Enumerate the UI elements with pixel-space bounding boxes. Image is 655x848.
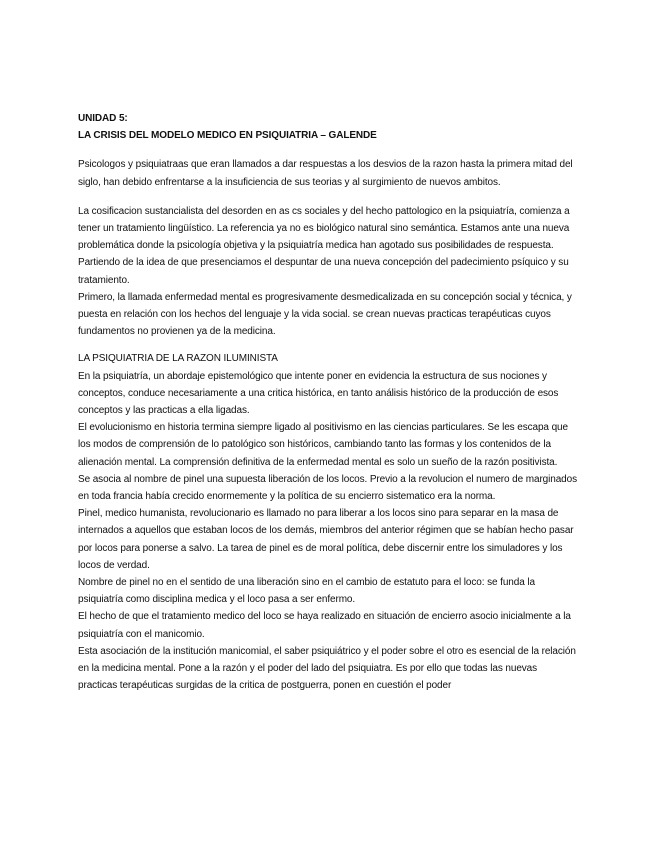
section-title: LA PSIQUIATRIA DE LA RAZON ILUMINISTA	[78, 353, 278, 365]
unit-heading: UNIDAD 5:	[78, 113, 128, 124]
document-title: LA CRISIS DEL MODELO MEDICO EN PSIQUIATRIA – GALENDE	[78, 130, 377, 142]
paragraph: Primero, la llamada enfermedad mental es progresivamente desmedicalizada en su concepción social y técnica, y puesta en relación con los hechos del lenguaje y la vida social. se crean nuevas practicas terapéuticas cuyos fundamentos no provienen ya de la medicina.	[78, 291, 572, 338]
paragraph: Se asocia al nombre de pinel una supuesta liberación de los locos. Previo a la revolucion el numero de marginados en toda francia había crecido enormemente y la política de su encierro sistematico era la norma.	[78, 473, 578, 503]
paragraph: Esta asociación de la institución manicomial, el saber psiquiátrico y el poder sobre el otro es esencial de la relación en la medicina mental. Pone a la razón y el poder del lado del psiquiatra. Es por ello que todas las nuevas practicas terapéuticas surgidas de la critica de postguerra, ponen en cuestión el poder	[78, 645, 576, 692]
document-body	[78, 110, 578, 695]
paragraph: Pinel, medico humanista, revolucionario es llamado no para liberar a los locos sino para separar en la masa de internados a aquellos que estaban locos de los demás, miembros del anterior régimen que se habían hecho pasar por locos para ponerse a salvo. La tarea de pinel es de moral política, debe discernir entre los simuladores y los locos de verdad.	[78, 508, 574, 571]
paragraph: En la psiquiatría, un abordaje epistemológico que intente poner en evidencia la estructura de sus nociones y conceptos, conduce necesariamente a una critica histórica, en tanto análisis histórico de la producción de esos conceptos y las practicas a ella ligadas.	[78, 370, 559, 417]
paragraph: Nombre de pinel no en el sentido de una liberación sino en el cambio de estatuto para el loco: se funda la psiquiatría como disciplina medica y el loco pasa a ser enfermo.	[78, 577, 535, 606]
paragraph: El hecho de que el tratamiento medico del loco se haya realizado en situación de encierro asocio inicialmente a la psiquiatría con el manicomio.	[78, 611, 571, 640]
paragraph: La cosificacion sustancialista del desorden en as cs sociales y del hecho pattologico en la psiquiatría, comienza a tener un tratamiento lingüístico. La referencia ya no es biológico natural sino semántica. Estamos ante una nueva problemática donde la psicología objetiva y la psiquiatría medica han agotado sus posibilidades de respuesta.	[78, 205, 570, 252]
paragraph: El evolucionismo en historia termina siempre ligado al positivismo en las ciencias particulares. Se les escapa que los modos de comprensión de lo patológico son históricos, cambiando tanto las formas y los contenidos de la alienación mental. La comprensión definitiva de la enfermedad mental es solo un sueño de la razón positivista.	[78, 422, 568, 468]
intro-paragraph: Psicologos y psiquiatraas que eran llamados a dar respuestas a los desvios de la razon hasta la primera mitad del siglo, han debido enfrentarse a la insuficiencia de sus teorias y al surgimiento de nuevos ambitos.	[78, 159, 573, 188]
paragraph: Partiendo de la idea de que presenciamos el despuntar de una nueva concepción del padecimiento psíquico y su tratamiento.	[78, 257, 569, 286]
